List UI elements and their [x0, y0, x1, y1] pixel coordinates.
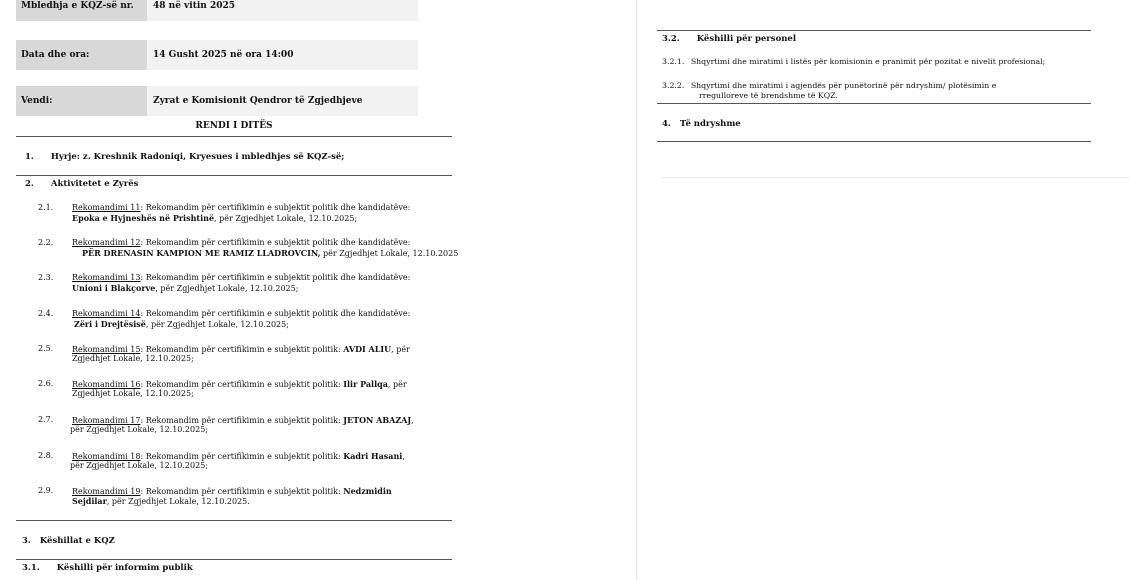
recommendation-link[interactable]: Rekomandimi 12	[72, 238, 141, 247]
recommendation-link[interactable]: Rekomandimi 19	[72, 487, 141, 496]
section-3-2-title: Këshilli për personel	[696, 34, 797, 44]
section-4-heading	[662, 119, 741, 129]
item-after: ,	[402, 452, 405, 461]
item-number: 2.7.	[38, 415, 54, 424]
item-number: 2.5.	[38, 344, 54, 353]
recommendation-link[interactable]: Rekomandimi 13	[72, 273, 141, 282]
item-rest: , për Zgjedhjet Lokale, 12.10.2025.	[106, 497, 250, 506]
candidate-name: JETON ABAZAJ	[343, 415, 412, 425]
item-text: : Rekomandim për certifikimin e subjektit politik:	[140, 345, 344, 354]
section-1	[25, 152, 344, 162]
item-after: , për	[391, 345, 410, 354]
section-3-title: Këshillat e KQZ	[39, 536, 115, 546]
item-text: : Rekomandim për certifikimin e subjektit politik dhe kandidatëve:	[140, 273, 411, 282]
candidate-name: Ilir Pallqa	[343, 379, 388, 389]
item-text: : Rekomandim për certifikimin e subjektit politik dhe kandidatëve:	[140, 238, 411, 247]
section-3-2-number: 3.2.	[662, 34, 680, 44]
item-text: : Rekomandim për certifikimin e subjektit politik:	[140, 380, 344, 389]
candidate-name: AVDI ALIU	[343, 344, 392, 354]
item-number: 3.2.1.	[662, 57, 685, 66]
item-rest: , për Zgjedhjet Lokale, 12.10.2025;	[145, 320, 289, 329]
divider	[660, 177, 1130, 178]
divider	[657, 141, 1091, 142]
agenda-title: RENDI I DITËS	[195, 121, 273, 131]
section-4-title: Të ndryshme	[679, 119, 741, 129]
section-1-number: 1.	[25, 152, 34, 162]
item-number: 2.8.	[38, 451, 54, 460]
item-rest: Zgjedhjet Lokale, 12.10.2025;	[72, 354, 194, 363]
section-3-2-heading	[662, 34, 796, 44]
meeting-number-value: 48 në vitin 2025	[147, 0, 418, 21]
section-2-number: 2.	[25, 179, 34, 189]
divider	[16, 559, 452, 560]
meeting-number-row	[16, 0, 418, 21]
item-rest: për Zgjedhjet Lokale, 12.10.2025;	[70, 461, 208, 470]
party-name: Zëri i Drejtësisë	[74, 319, 146, 329]
recommendation-link[interactable]: Rekomandimi 11	[72, 203, 141, 212]
item-after: , për	[387, 380, 407, 389]
party-name: Epoka e Hyjneshës në Prishtinë	[72, 213, 215, 223]
date-time-label: Data dhe ora:	[16, 40, 147, 70]
item-rest: , për Zgjedhjet Lokale, 12.10.2025;	[155, 284, 299, 293]
section-2-heading	[25, 179, 138, 189]
venue-label: Vendi:	[16, 86, 147, 116]
item-text: : Rekomandim për certifikimin e subjektit politik:	[140, 487, 344, 496]
venue-row	[16, 86, 418, 116]
item-text: : Rekomandim për certifikimin e subjektit politik:	[140, 416, 344, 425]
item-rest: , për Zgjedhjet Lokale, 12.10.2025;	[214, 214, 358, 223]
item-number: 2.3.	[38, 273, 54, 282]
item-rest: për Zgjedhjet Lokale, 12.10.2025;	[70, 425, 208, 434]
recommendation-link[interactable]: Rekomandimi 18	[72, 452, 141, 461]
item-text: : Rekomandim për certifikimin e subjektit politik dhe kandidatëve:	[140, 203, 411, 212]
party-name: Unioni i Blakçorve	[72, 283, 156, 293]
item-number: 3.2.2.	[662, 81, 685, 90]
item-number: 2.6.	[38, 379, 54, 388]
section-3-1-title: Këshilli për informim publik	[56, 563, 193, 573]
section-3-heading	[22, 536, 115, 546]
item-number: 2.4.	[38, 309, 54, 318]
list-item	[662, 57, 1102, 67]
section-3-1-heading	[22, 563, 193, 573]
item-rest: Zgjedhjet Lokale, 12.10.2025;	[72, 389, 194, 398]
list-item	[662, 81, 1102, 101]
divider	[16, 520, 452, 521]
item-after: ,	[411, 416, 414, 425]
recommendation-link[interactable]: Rekomandimi 14	[72, 309, 141, 318]
section-2-title: Aktivitetet e Zyrës	[50, 179, 139, 189]
section-1-text: Hyrje: z. Kreshnik Radoniqi, Kryesues i mbledhjes së KQZ-së;	[50, 152, 345, 162]
item-number: 2.2.	[38, 238, 54, 247]
section-4-number: 4.	[662, 119, 671, 129]
divider	[16, 175, 452, 176]
date-time-row	[16, 40, 418, 70]
item-text: : Rekomandim për certifikimin e subjektit politik:	[140, 452, 344, 461]
recommendation-link[interactable]: Rekomandimi 17	[72, 416, 141, 425]
section-3-number: 3.	[22, 536, 31, 546]
recommendation-link[interactable]: Rekomandimi 16	[72, 380, 141, 389]
candidate-name: Kadri Hasani	[343, 451, 403, 461]
divider	[657, 30, 1091, 31]
item-text-continued: rregulloreve të brendshme të KQZ.	[699, 91, 838, 100]
candidate-name-2: Sejdilar	[72, 496, 107, 506]
divider	[657, 103, 1091, 104]
meeting-number-label: Mbledhja e KQZ-së nr.	[16, 0, 147, 21]
item-number: 2.9.	[38, 486, 54, 495]
venue-value: Zyrat e Komisionit Qendror të Zgjedhjeve	[147, 86, 418, 116]
divider	[16, 136, 452, 137]
document-page-right	[637, 0, 1130, 580]
candidate-name: Nedzmidin	[343, 486, 392, 496]
item-text: Shqyrtimi dhe miratimi i agjendës për punëtorinë për ndryshim/ plotësimin e	[690, 81, 997, 90]
recommendation-link[interactable]: Rekomandimi 15	[72, 345, 141, 354]
item-rest: për Zgjedhjet Lokale, 12.10.2025	[320, 249, 459, 258]
date-time-value: 14 Gusht 2025 në ora 14:00	[147, 40, 418, 70]
section-3-1-number: 3.1.	[22, 563, 40, 573]
party-name: PËR DRENASIN KAMPION ME RAMIZ LLADROVCIN,	[82, 248, 321, 258]
item-number: 2.1.	[38, 203, 54, 212]
item-text: Shqyrtimi dhe miratimi i listës për komisionin e pranimit për pozitat e nivelit profesional;	[690, 57, 1046, 66]
item-text: : Rekomandim për certifikimin e subjektit politik dhe kandidatëve:	[140, 309, 411, 318]
